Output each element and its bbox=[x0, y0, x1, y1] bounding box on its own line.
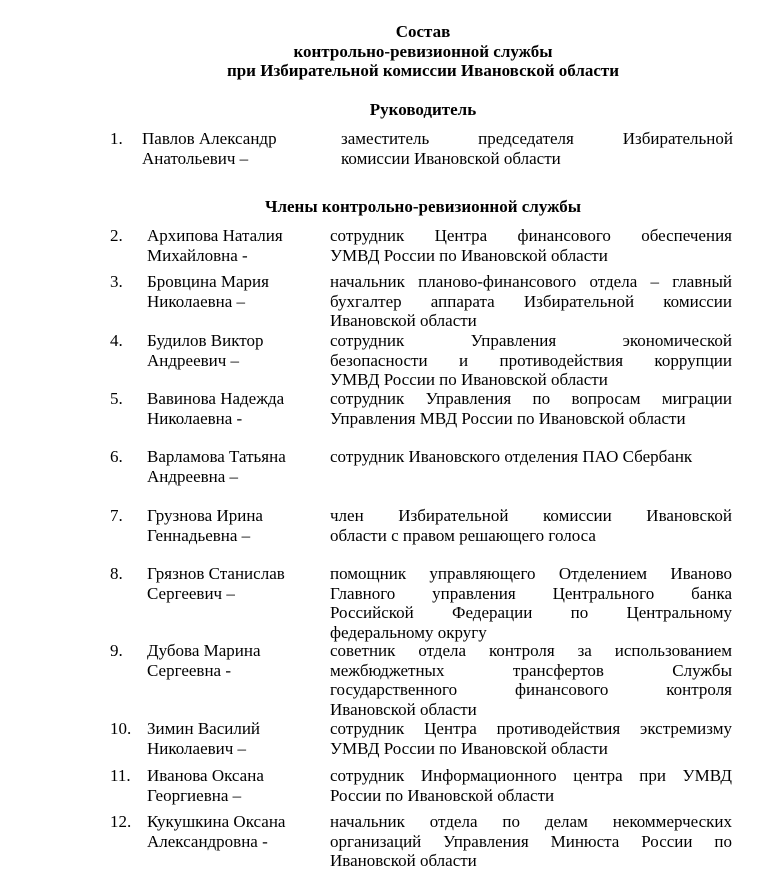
section-heading-members: Члены контрольно-ревизионной службы bbox=[265, 197, 581, 216]
title-line-1: Состав bbox=[395, 22, 451, 41]
person-name-line-2: Михайловна - bbox=[147, 245, 248, 265]
person-name-line-1: Бровцина Мария bbox=[147, 272, 269, 291]
position-line: советник отдела контроля за использованием bbox=[330, 641, 732, 660]
row-number: 9. bbox=[110, 641, 123, 660]
position-line: Ивановской области bbox=[330, 311, 477, 330]
position-line: организаций Управления Минюста России по bbox=[330, 831, 732, 851]
title-line-3: при Избирательной комиссии Ивановской области bbox=[226, 61, 620, 80]
person-position bbox=[341, 129, 733, 168]
position-line: межбюджетных трансфертов Службы bbox=[330, 660, 732, 680]
person-position bbox=[330, 272, 732, 331]
person-name-line-1: Иванова Оксана bbox=[147, 766, 264, 785]
person-name-line-2: Анатольевич – bbox=[142, 148, 249, 168]
row-number: 5. bbox=[110, 389, 123, 408]
position-line: УМВД России по Ивановской области bbox=[330, 370, 608, 389]
person-name-line-2: Александровна - bbox=[147, 831, 268, 851]
position-line: Ивановской области bbox=[330, 699, 477, 719]
person-position bbox=[330, 447, 732, 467]
person-name-line-1: Зимин Василий bbox=[147, 719, 261, 738]
position-line: сотрудник Ивановского отделения ПАО Сбербанк bbox=[330, 447, 693, 466]
person-name-line-1: Грязнов Станислав bbox=[147, 564, 285, 583]
person-position bbox=[330, 641, 732, 719]
row-number: 3. bbox=[110, 272, 123, 291]
row-number: 2. bbox=[110, 226, 123, 245]
person-position bbox=[330, 766, 732, 805]
person-name-line-2: Георгиевна – bbox=[147, 785, 242, 805]
row-number: 6. bbox=[110, 447, 123, 466]
person-name-line-2: Николаевна – bbox=[147, 291, 246, 311]
person-position bbox=[330, 389, 732, 428]
position-line: Управления МВД России по Ивановской области bbox=[330, 408, 686, 428]
person-name-line-2: Сергеевич – bbox=[147, 583, 235, 603]
document-title bbox=[0, 22, 780, 81]
row-number: 10. bbox=[110, 719, 132, 738]
person-name-line-2: Геннадьевна – bbox=[147, 525, 251, 545]
title-line-2: контрольно-ревизионной службы bbox=[293, 41, 553, 61]
person-position bbox=[330, 812, 732, 871]
row-number: 4. bbox=[110, 331, 123, 350]
position-line: помощник управляющего Отделением Иваново bbox=[330, 564, 732, 583]
person-name-line-1: Павлов Александр bbox=[142, 129, 277, 148]
person-name-line-1: Кукушкина Оксана bbox=[147, 812, 286, 831]
position-line: заместитель председателя Избирательной bbox=[341, 129, 733, 148]
person-name-line-2: Андреевич – bbox=[147, 350, 240, 370]
person-name-line-1: Дубова Марина bbox=[147, 641, 261, 660]
position-line: начальник планово-финансового отдела – главный bbox=[330, 272, 732, 291]
person-position bbox=[330, 331, 732, 390]
position-line: сотрудник Центра финансового обеспечения bbox=[330, 226, 732, 245]
position-line: безопасности и противодействия коррупции bbox=[330, 350, 732, 370]
position-line: сотрудник Управления по вопросам миграции bbox=[330, 389, 732, 408]
position-line: Главного управления Центрального банка bbox=[330, 583, 732, 603]
row-number: 7. bbox=[110, 506, 123, 525]
person-position bbox=[330, 564, 732, 642]
person-position bbox=[330, 506, 732, 545]
person-name-line-1: Архипова Наталия bbox=[147, 226, 283, 245]
position-line: федеральному округу bbox=[330, 622, 487, 642]
position-line: России по Ивановской области bbox=[330, 785, 555, 805]
position-line: сотрудник Управления экономической bbox=[330, 331, 732, 350]
person-name-line-1: Вавинова Надежда bbox=[147, 389, 285, 408]
person-name-line-2: Сергеевна - bbox=[147, 660, 232, 680]
row-number: 11. bbox=[110, 766, 131, 785]
position-line: УМВД России по Ивановской области bbox=[330, 738, 608, 758]
position-line: сотрудник Центра противодействия экстремизму bbox=[330, 719, 732, 738]
person-name-line-1: Варламова Татьяна bbox=[147, 447, 286, 466]
position-line: государственного финансового контроля bbox=[330, 680, 732, 699]
person-name-line-2: Андреевна – bbox=[147, 466, 239, 486]
person-name-line-1: Грузнова Ирина bbox=[147, 506, 263, 525]
section-heading-head: Руководитель bbox=[369, 100, 477, 119]
position-line: начальник отдела по делам некоммерческих bbox=[330, 812, 732, 831]
position-line: член Избирательной комиссии Ивановской bbox=[330, 506, 732, 525]
person-position bbox=[330, 719, 732, 758]
person-name-line-1: Будилов Виктор bbox=[147, 331, 264, 350]
position-line: сотрудник Информационного центра при УМВД bbox=[330, 766, 732, 785]
position-line: комиссии Ивановской области bbox=[341, 148, 561, 168]
person-position bbox=[330, 226, 732, 265]
position-line: бухгалтер аппарата Избирательной комиссии bbox=[330, 291, 732, 311]
person-name-line-2: Николаевич – bbox=[147, 738, 247, 758]
position-line: Ивановской области bbox=[330, 851, 477, 870]
position-line: УМВД России по Ивановской области bbox=[330, 245, 608, 265]
row-number: 12. bbox=[110, 812, 132, 831]
row-number: 8. bbox=[110, 564, 123, 583]
person-name-line-2: Николаевна - bbox=[147, 408, 243, 428]
row-number: 1. bbox=[110, 129, 123, 148]
position-line: Российской Федерации по Центральному bbox=[330, 603, 732, 622]
position-line: области с правом решающего голоса bbox=[330, 525, 596, 545]
